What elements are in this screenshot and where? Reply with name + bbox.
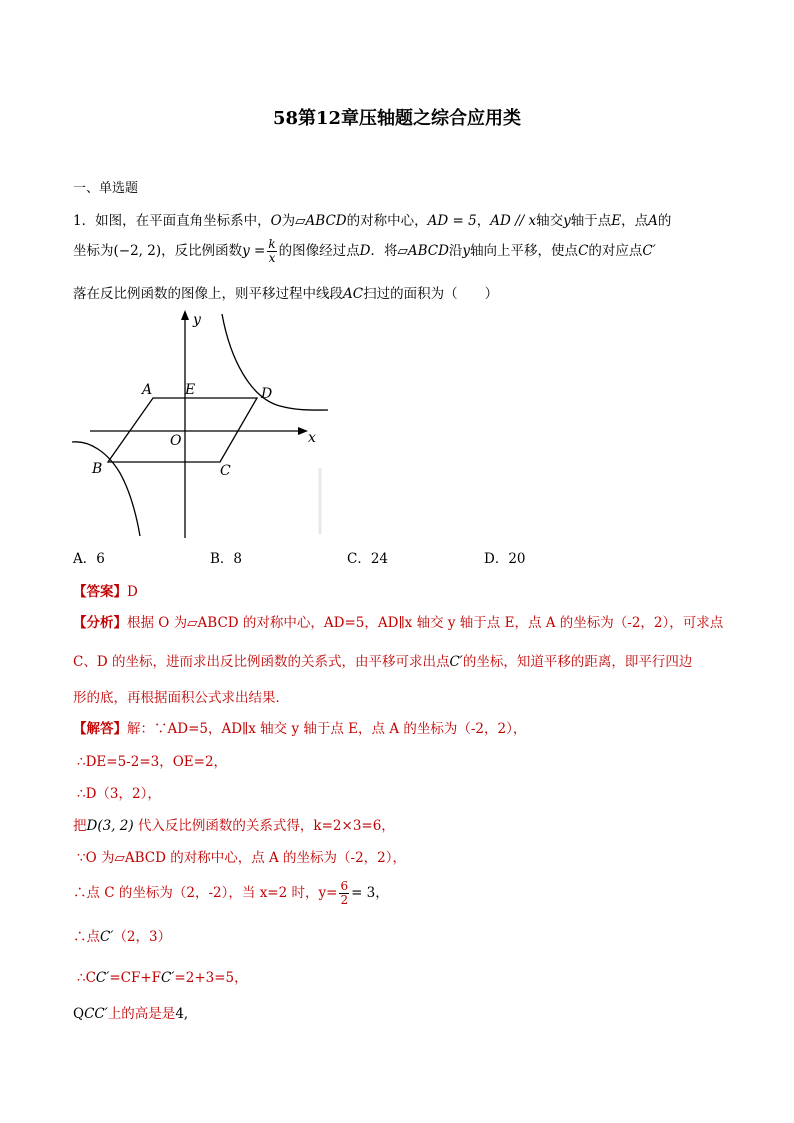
solution-line-5: ∵O 为▱ABCD 的对称中心，点 A 的坐标为（-2，2）， bbox=[77, 850, 407, 866]
solution-text: 4, bbox=[175, 1006, 189, 1022]
solution-text: Q bbox=[73, 1006, 85, 1022]
solution-math: CC′ bbox=[84, 1006, 108, 1022]
solution-text: （2，3） bbox=[113, 929, 172, 945]
question-line-1 bbox=[73, 209, 671, 229]
solution-text: =2+3=5， bbox=[174, 970, 248, 986]
q-text: 轴交 bbox=[536, 213, 564, 229]
label-c: C bbox=[220, 463, 231, 479]
q-text: 的 bbox=[657, 213, 672, 229]
solution-math: C′ bbox=[95, 970, 110, 986]
answer-tag: 【答案】 bbox=[73, 584, 127, 600]
q-text: ．将 bbox=[370, 243, 398, 259]
q-text: 的对应点 bbox=[588, 243, 643, 259]
q-math: (−2, 2) bbox=[113, 243, 162, 259]
question-line-2 bbox=[73, 238, 656, 265]
label-x: x bbox=[308, 430, 316, 446]
solution-line-9 bbox=[73, 1002, 188, 1022]
q-text: 的对称中心， bbox=[346, 213, 428, 229]
solution-text: =CF+F bbox=[109, 970, 162, 986]
solution-line-7 bbox=[73, 925, 171, 945]
q-text: 落在反比例函数的图像上，则平移过程中线段 bbox=[73, 286, 343, 302]
fraction-6-over-2: $\frac{6}{2}$ bbox=[340, 879, 349, 907]
q-text: 轴向上平移，使点 bbox=[470, 243, 579, 259]
label-a: A bbox=[142, 382, 153, 398]
analysis-text: 的坐标，知道平移的距离，即平行四边 bbox=[462, 654, 693, 670]
q-text: 扫过的面积为（ ） bbox=[363, 286, 499, 302]
analysis-tag: 【分析】 bbox=[73, 615, 127, 631]
hyperbola-branch-upper bbox=[222, 314, 328, 410]
q-math: ▱ABCD bbox=[397, 243, 449, 259]
solution-text: 把 bbox=[73, 818, 87, 834]
analysis-text: 根据 O 为▱ABCD 的对称中心，AD=5，AD∥x 轴交 y 轴于点 E，点 A 的坐标为（-2，2），可求点 bbox=[127, 615, 724, 631]
answer-value: D bbox=[127, 584, 138, 600]
option-b[interactable]: B．8 bbox=[210, 551, 243, 567]
q-math: y = bbox=[242, 243, 266, 259]
q-math: y bbox=[462, 243, 471, 259]
solution-text: = 3， bbox=[351, 885, 389, 901]
q-math: ▱ABCD bbox=[295, 213, 347, 229]
solution-text: 上的高是是 bbox=[107, 1006, 176, 1022]
q-math: A bbox=[648, 213, 658, 229]
x-axis-arrow bbox=[298, 427, 308, 435]
solution-line-4 bbox=[73, 814, 395, 834]
hyperbola-branch-lower bbox=[72, 442, 140, 536]
analysis-math: C′ bbox=[449, 654, 463, 670]
analysis-text: C、D 的坐标，进而求出反比例函数的关系式，由平移可求出点 bbox=[73, 654, 450, 670]
question-line-3 bbox=[73, 282, 498, 302]
q-text: 的图像经过点 bbox=[278, 243, 360, 259]
parallelogram-abcd bbox=[108, 398, 257, 462]
solution-line-6 bbox=[73, 880, 389, 907]
analysis-line-3: 形的底，再根据面积公式求出结果． bbox=[73, 690, 289, 706]
q-math: AD // x bbox=[490, 213, 537, 229]
solution-text: 解：∵AD=5，AD∥x 轴交 y 轴于点 E，点 A 的坐标为（-2，2）， bbox=[127, 721, 527, 737]
analysis-line-1 bbox=[73, 611, 723, 631]
solution-math: D(3, 2) bbox=[86, 818, 134, 834]
solution-text: ∴点 bbox=[73, 929, 100, 945]
answer-line bbox=[73, 580, 138, 600]
solution-tag: 【解答】 bbox=[73, 721, 127, 737]
solution-line-8 bbox=[77, 966, 248, 986]
solution-math: C′ bbox=[161, 970, 175, 986]
solution-line-3: ∴D（3，2）， bbox=[77, 786, 161, 802]
q-math: AD = 5 bbox=[427, 213, 477, 229]
q-text: ， bbox=[476, 213, 491, 229]
label-y: y bbox=[193, 312, 201, 328]
q-text: ，反比例函数 bbox=[161, 243, 243, 259]
q-math: AC bbox=[343, 286, 364, 302]
solution-line-1 bbox=[73, 717, 526, 737]
coordinate-figure bbox=[70, 308, 340, 540]
label-b: B bbox=[92, 461, 103, 477]
q-text: ，点 bbox=[621, 213, 649, 229]
solution-text: 代入反比例函数的关系式得，k=2×3=6， bbox=[137, 818, 395, 834]
option-d[interactable]: D．20 bbox=[484, 551, 526, 567]
y-axis-arrow bbox=[181, 310, 189, 320]
analysis-line-2 bbox=[73, 650, 692, 670]
q-text: 坐标为 bbox=[73, 243, 114, 259]
option-c[interactable]: C．24 bbox=[347, 551, 389, 567]
q-text: 为 bbox=[281, 213, 296, 229]
q-math: D bbox=[359, 243, 371, 259]
page-title: 58第12章压轴题之综合应用类 bbox=[272, 108, 522, 129]
label-d: D bbox=[261, 386, 273, 402]
q-text: 沿 bbox=[448, 243, 463, 259]
solution-line-2: ∴DE=5-2=3，OE=2， bbox=[77, 754, 228, 770]
solution-math: C′ bbox=[100, 929, 114, 945]
q-math: C′ bbox=[642, 243, 656, 259]
solution-text: ∴C bbox=[77, 970, 96, 986]
fraction-k-over-x: $\frac{k}{x}$ bbox=[268, 237, 276, 265]
q-math: C bbox=[578, 243, 589, 259]
q-math: y bbox=[563, 213, 571, 229]
solution-text: ∴点 C 的坐标为（2，-2），当 x=2 时，y= bbox=[73, 885, 338, 901]
label-o: O bbox=[170, 433, 182, 449]
label-e: E bbox=[185, 382, 196, 398]
q-text: 1．如图，在平面直角坐标系中， bbox=[73, 213, 271, 229]
q-math: E bbox=[611, 213, 622, 229]
q-text: 轴于点 bbox=[570, 213, 612, 229]
q-math: O bbox=[270, 213, 282, 229]
section-heading: 一、单选题 bbox=[73, 181, 139, 196]
option-a[interactable]: A．6 bbox=[73, 551, 105, 567]
